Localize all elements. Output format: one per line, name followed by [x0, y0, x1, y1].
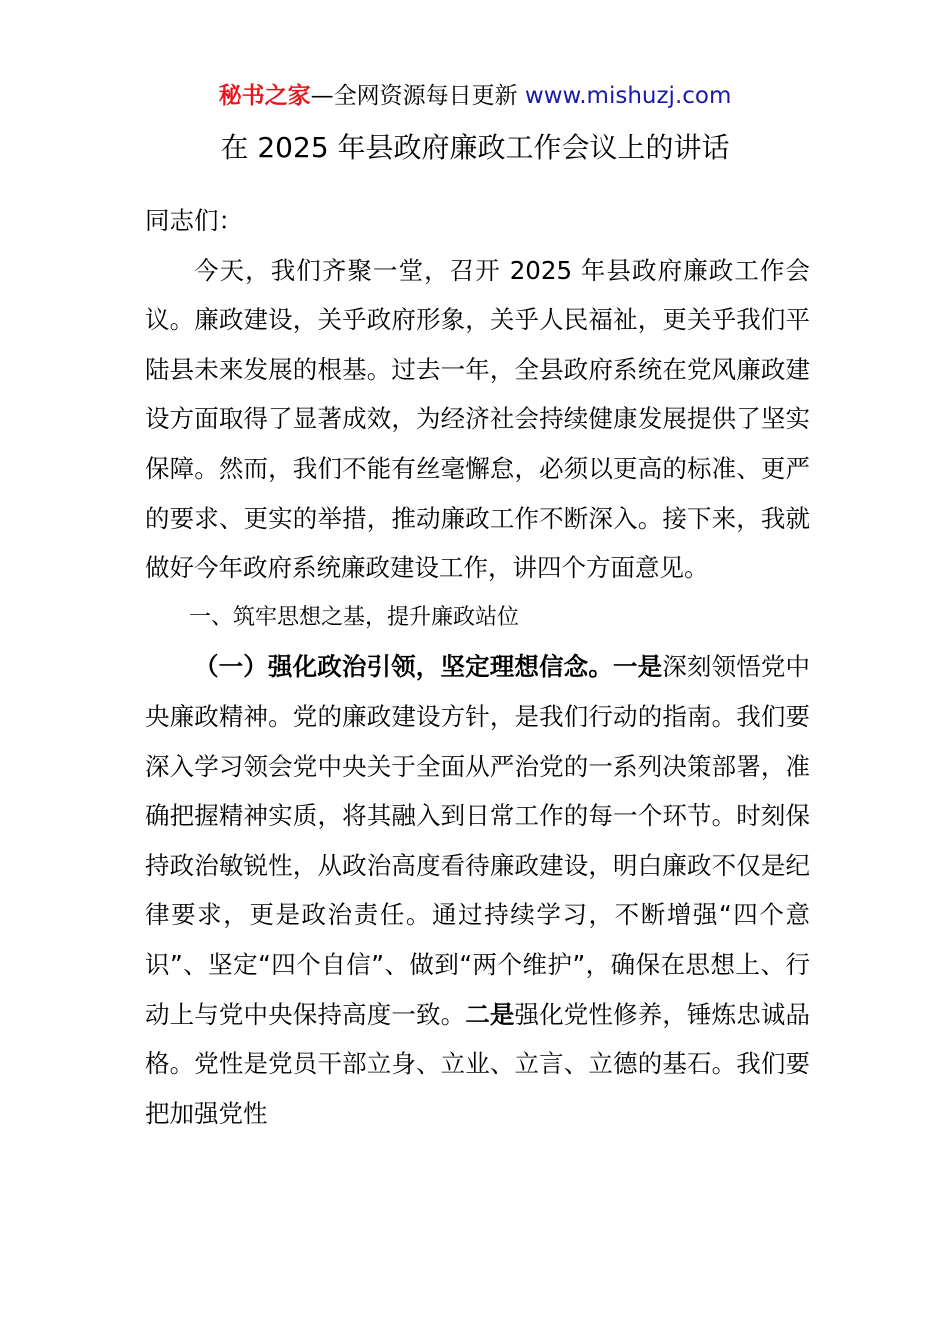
- site-url[interactable]: www.mishuzj.com: [524, 83, 732, 109]
- point-label: 二是: [465, 999, 515, 1029]
- greeting: 同志们：: [145, 206, 243, 235]
- document-title: 在 2025 年县政府廉政工作会议上的讲话: [220, 131, 730, 164]
- document-body: [145, 196, 810, 1138]
- point-text: 强化党性修养，锤炼忠诚品格。党性是党员干部立身、立业、立言、立德的基石。我们要把加强党性: [145, 999, 811, 1128]
- site-header: [0, 80, 950, 112]
- section-paragraph: [145, 642, 810, 1138]
- point-text: 深刻领悟党中央廉政精神。党的廉政建设方针，是我们行动的指南。我们要深入学习领会党中央关于全面从严治党的一系列决策部署，准确把握精神实质，将其融入到日常工作的每一个环节。时刻保持政治敏锐性，从政治高度看待廉政建设，明白廉政不仅是纪律要求，更是政治责任。通过持续学习，不断增强“四个意识”、坚定“四个自信”、做到“两个维护”，确保在思想上、行动上与党中央保持高度一致。: [145, 652, 811, 1029]
- site-brand: 秘书之家: [218, 83, 311, 109]
- point-label: 一是: [612, 652, 663, 682]
- subsection-heading: （一）强化政治引领，坚定理想信念。: [194, 652, 613, 682]
- site-tagline: —全网资源每日更新: [310, 83, 518, 109]
- intro-paragraph: 今天，我们齐聚一堂，召开 2025 年县政府廉政工作会议。廉政建设，关乎政府形象，关乎人民福祉，更关乎我们平陆县未来发展的根基。过去一年，全县政府系统在党风廉政建设方面取得了显著成效，为经济社会持续健康发展提供了坚实保障。然而，我们不能有丝毫懈怠，必须以更高的标准、更严的要求、更实的举措，推动廉政工作不断深入。接下来，我就做好今年政府系统廉政建设工作，讲四个方面意见。: [145, 255, 810, 583]
- section-heading: 一、筑牢思想之基，提升廉政站位: [189, 604, 520, 630]
